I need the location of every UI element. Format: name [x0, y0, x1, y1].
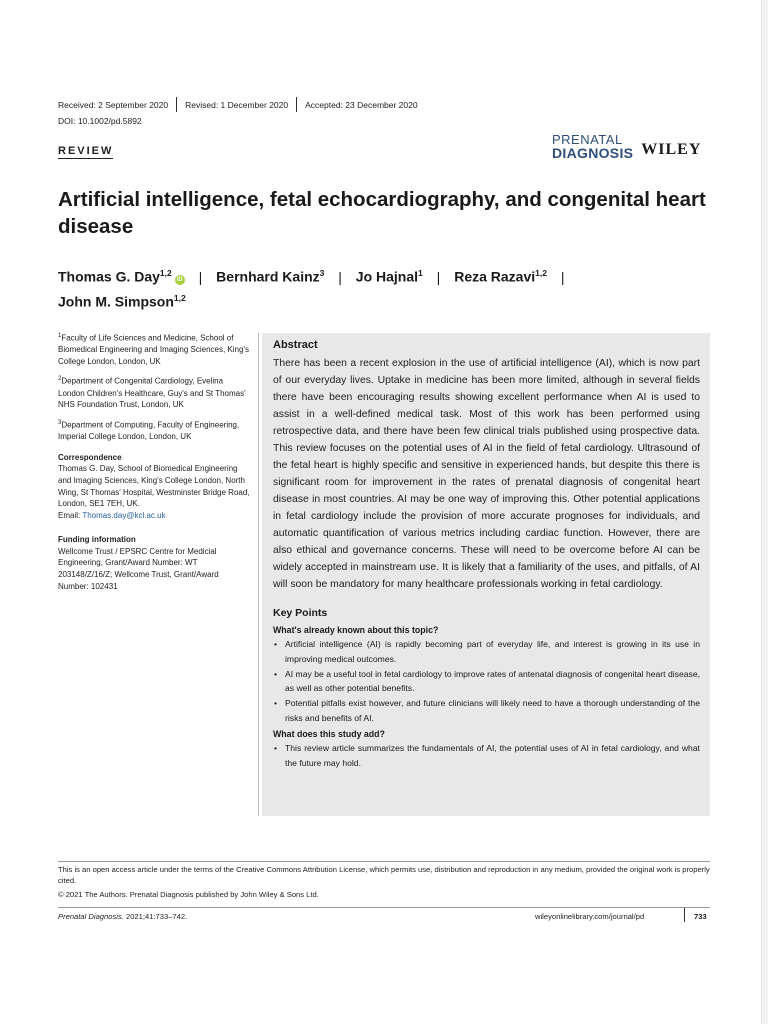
author-affiliation-sup: 1,2	[535, 268, 547, 278]
article-title: Artificial intelligence, fetal echocardiography, and congenital heart disease	[58, 188, 706, 238]
key-points-question: What does this study add?	[273, 728, 385, 739]
author-name: John M. Simpson	[58, 293, 174, 310]
page-number-separator	[684, 908, 685, 922]
abstract-heading: Abstract	[273, 339, 318, 351]
affiliation: $^2$Department of Congenital Cardiology, Evelina London Children's Healthcare, Guy's and St Thomas' NHS Foundation Trust, London, UK	[58, 376, 246, 410]
funding-heading: Funding information	[58, 535, 136, 545]
date-separator	[296, 97, 297, 112]
affiliation: $^1$Faculty of Life Sciences and Medicine, School of Biomedical Engineering and Imaging Sciences, King's College London, London, UK	[58, 333, 249, 366]
article-dates	[58, 97, 418, 112]
author-affiliation-sup: 1	[418, 268, 423, 278]
abstract-body: There has been a recent explosion in the use of artificial intelligence (AI), which is now part of our everyday lives. Uptake in medicine has been more limited, although in several fields there have been encouraging results showing excellent performance when AI is used to assist in a well-defined medical task. Most of this work has been performed using retrospective data, and there have been few clinical trials published using prospective data. This review focuses on the potential uses of AI in the field of fetal cardiology. Ultrasound of the fetal heart is highly specific and sensitive in experienced hands, but despite this there is significant room for improvement in the rates of prenatal diagnosis of congenital heart disease in most countries. AI may be one way of improving this. Other potential applications in fetal cardiology include the provision of more accurate prognoses for individuals, and automatic quantification of various metrics including cardiac function. However, there are also ethical and governance concerns. These will need to be overcome before AI can be widely accepted in mainstream use. It is likely that a familiarity of the uses, and pitfalls, of AI will soon be mandatory for many healthcare professionals working in fetal cardiology.	[273, 358, 700, 590]
revised-date: Revised: 1 December 2020	[185, 99, 289, 110]
article-sidebar	[58, 331, 250, 592]
author-list	[58, 263, 708, 312]
footer-divider	[58, 907, 710, 908]
accepted-date: Accepted: 23 December 2020	[305, 99, 418, 110]
key-points-heading: Key Points	[273, 607, 328, 619]
column-divider	[258, 333, 259, 816]
prenatal-diagnosis-logo	[552, 133, 633, 160]
author-separator: |	[198, 268, 203, 285]
logo-diagnosis-text: DIAGNOSIS	[552, 145, 634, 161]
logo-prenatal-text: PRENATAL	[552, 132, 623, 147]
key-point-item: • Artificial intelligence (AI) is rapidly becoming part of everyday life, and interest is growing in its use in improving medical outcomes.	[273, 637, 700, 667]
key-points-list	[273, 637, 700, 726]
key-point-item: • AI may be a useful tool in fetal cardiology to improve rates of antenatal diagnosis of congenital heart disease, as well as other potential benefits.	[273, 667, 700, 697]
date-separator	[176, 97, 177, 112]
correspondence-email: Email: Thomas.day@kcl.ac.uk	[58, 510, 166, 520]
key-points-list	[273, 741, 700, 771]
author-name: Thomas G. Day	[58, 268, 160, 285]
funding-text: Wellcome Trust / EPSRC Centre for Medicial Engineering, Grant/Award Number: WT 203148/Z/16/Z; Wellcome Trust, Grant/Award Number: 102431	[58, 546, 219, 591]
author-name: Jo Hajnal	[355, 268, 419, 285]
author-separator: |	[436, 268, 441, 285]
copyright-notice: © 2021 The Authors. Prenatal Diagnosis published by John Wiley & Sons Ltd.	[58, 890, 319, 899]
affiliation: $^3$Department of Computing, Faculty of Engineering, Imperial College London, London, UK	[58, 419, 240, 442]
key-points-question: What's already known about this topic?	[273, 625, 439, 635]
orcid-icon[interactable]: iD	[176, 276, 183, 283]
doi: DOI: 10.1002/pd.5892	[58, 116, 142, 126]
correspondence-heading: Correspondence	[58, 452, 122, 462]
page-number: 733	[694, 912, 707, 921]
wiley-logo: WILEY	[641, 141, 702, 158]
license-notice: This is an open access article under the terms of the Creative Commons Attribution License, which permits use, distribution and reproduction in any medium, provided the original work is properly cited.	[58, 865, 710, 885]
journal-logo	[552, 133, 701, 160]
author-name: Bernhard Kainz	[216, 268, 320, 285]
author-affiliation-sup: 1,2	[159, 268, 172, 278]
author-name: Reza Razavi	[454, 268, 536, 285]
email-link[interactable]: Thomas.day@kcl.ac.uk	[82, 510, 166, 520]
author-separator: |	[560, 268, 565, 285]
page-scrollbar[interactable]	[761, 0, 768, 1024]
footer-divider	[58, 861, 710, 862]
journal-volume: 2021;41:733–742.	[123, 912, 188, 921]
author-separator: |	[338, 268, 342, 285]
key-point-item: • This review article summarizes the fundamentals of AI, the potential uses of AI in fetal cardiology, and what the future may hold.	[273, 741, 700, 771]
journal-name: Prenatal Diagnosis.	[58, 912, 124, 921]
journal-citation	[58, 912, 187, 921]
correspondence-text: Thomas G. Day, School of Biomedical Engineering and Imaging Sciences, King's College London, North Wing, St Thomas' Hospital, Westminster Bridge Road, London, SE1 7EH, UK.	[58, 464, 250, 509]
received-date: Received: 2 September 2020	[58, 99, 169, 110]
section-label: REVIEW	[58, 145, 114, 157]
author-affiliation-sup: 3	[319, 268, 325, 278]
abstract-box	[262, 333, 710, 816]
journal-url[interactable]: wileyonlinelibrary.com/journal/pd	[535, 912, 645, 921]
key-point-item: • Potential pitfalls exist however, and future clinicians will likely need to have a thorough understanding of the risks and benefits of AI.	[273, 696, 700, 726]
author-affiliation-sup: 1,2	[173, 292, 186, 303]
